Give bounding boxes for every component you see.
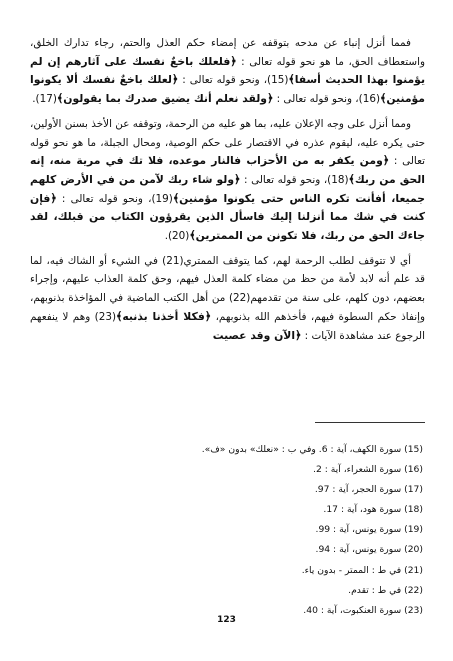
footnote-15: (15) سورة الكهف، آية : 6. وفي ب : «نعلك» بدون «ف». (201, 444, 423, 455)
quran-verse: ﴿الآن وقد عصيت (212, 328, 302, 342)
quran-verse: ﴿ولقد نعلم أنك يضيق صدرك بما يقولون﴾ (56, 92, 274, 106)
footnote-21: (21) في ط : الممتر - بدون ياء. (301, 564, 423, 576)
quran-verse: ﴿فإن كنت في شك مما أنزلنا إليك فاسأل الذين يقرؤون الكتاب من قبلك، لقد جاءك الحق من ربك، فلا تكونن من الممترين﴾ (30, 191, 425, 243)
footnote-22: (22) في ط : تقدم. (348, 584, 423, 596)
quran-verse: ﴿فكلا أخذنا بذنبه﴾ (116, 309, 212, 323)
text-segment: فمما أنزل إنباء عن مدحه بتوقفه عن إمضاء حكم العذل والحتم، رجاء تدارك الخلق، واستعطاف الحق، ما هو نحو قوله تعالى : (30, 37, 425, 68)
text-segment: (16)، ونحو قوله تعالى : (273, 93, 380, 106)
page-number: 123 (217, 615, 236, 625)
footnote-16: (16) سورة الشعراء، آية : 2. (313, 464, 423, 476)
paragraph-3 (30, 252, 425, 346)
text-segment: (17). (32, 93, 57, 106)
footnotes-list (93, 440, 423, 621)
footnote-20: (20) سورة يونس، آية : 94. (315, 544, 423, 556)
footnote-separator (315, 422, 425, 423)
footnote-18: (18) سورة هود، آية : 17. (323, 504, 423, 516)
text-segment: (15)، ونحو قوله تعالى : (178, 74, 289, 87)
quran-verse: ﴿فلعلك باخعٌ نفسك على آثارهم إن لم يؤمنوا بهذا الحديث أسفا﴾ (30, 54, 425, 87)
text-segment: (19)، ونحو قوله تعالى : (56, 192, 173, 205)
main-text (30, 34, 425, 350)
quran-verse: ﴿ومن يكفر به من الأحزاب فالنار موعده، فلا تك في مرية منه، إنه الحق من ربك﴾ (30, 154, 425, 186)
paragraph-2 (30, 115, 425, 246)
text-segment: أي لا تتوقف لطلب الرحمة لهم، كما يتوقف الممتري(21) في الشيء أو الشاك فيه، لما قد علم أنه لابد لأمة من حظ من مضاء كلمة العذل فيهم، وحق كلمة العذاب عليهم، وإجراء بعضهم، دون كلهم، على سنة من تقدمهم(22) من أهل الكتب الماضية في المؤاخذة بذنوبهم، وإنفاذ حكم السطوة فيهم، فأخذهم الله بذنوبهم، (30, 254, 425, 323)
paragraph-1 (30, 34, 425, 109)
footnote-17: (17) سورة الحجر، آية : 97. (314, 484, 423, 496)
footnote-23: (23) سورة العنكبوت، آية : 40. (303, 604, 423, 616)
quran-verse: ﴿لعلك باخعٌ نفسك ألا يكونوا مؤمنين﴾ (30, 73, 425, 106)
text-segment: (23) وهم لا ينفعهم الرجوع عند مشاهدة الآيات : (30, 310, 425, 342)
text-segment: ومما أنزل على وجه الإعلان عليه، بما هو عليه من الرحمة، وتوقفه عن الأخذ بسنن الأولين، حتى يكره عليه، ليقوم عذره في الاقتصار على حكم الوصية، ومحال الجبلة، ما هو نحو قوله تعالى : (30, 117, 425, 168)
footnote-19: (19) سورة يونس، آية : 99. (315, 524, 423, 536)
text-segment: (18)، ونحو قوله تعالى : (240, 173, 349, 186)
quran-verse: ﴿ولو شاء ربك لآمن من في الأرض كلهم جميعا، أفأنت تكره الناس حتى يكونوا مؤمنين﴾ (30, 172, 425, 205)
text-segment: (20). (164, 230, 190, 243)
